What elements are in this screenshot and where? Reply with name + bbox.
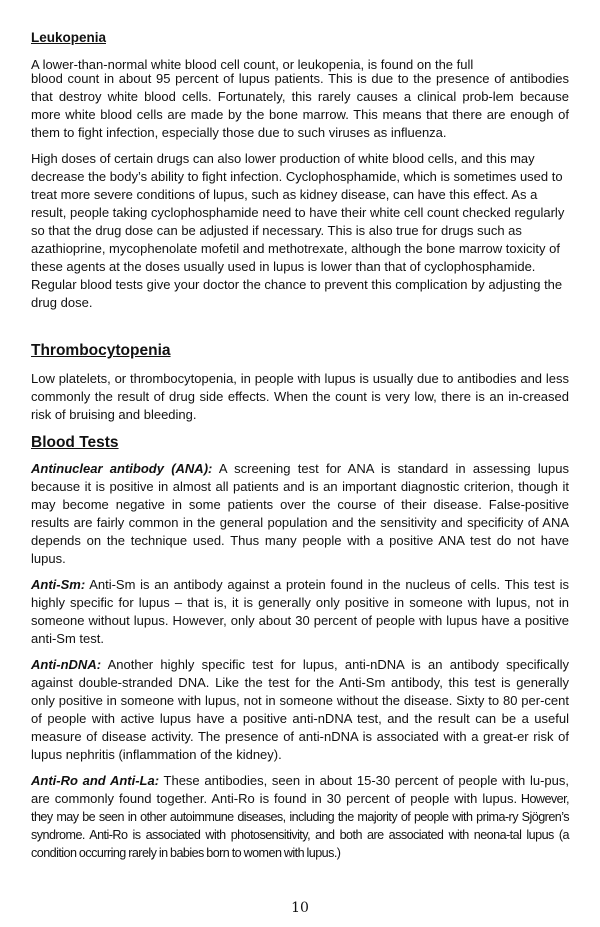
leukopenia-paragraph-2: High doses of certain drugs can also lower production of white blood cells, and this may decrease the body’s ability to fight infection. Cyclophosphamide, which is sometimes used to treat more severe conditions of lupus, such as kidney disease, can have this effect. As a result, people taking cyclophosphamide need to have their white cell count checked regularly so that the drug dose can be adjusted if necessary. This is also true for drugs such as azathioprine, mycophenolate mofetil and methotrexate, although the bone marrow toxicity of these agents at the doses usually used in lupus is lower than that of cyclophosphamide. Regular blood tests give your doctor the chance to prevent this complication by adjusting the drug dose. bbox=[31, 151, 565, 310]
thrombocytopenia-heading: Thrombocytopenia bbox=[31, 342, 171, 359]
ana-term: Antinuclear antibody (ANA): bbox=[31, 461, 213, 476]
anti-ro-la-text: These antibodies, seen in about 15-30 percent of people with lu-pus, are commonly found together. Anti-Ro is found in 30 percent of people with lupus. bbox=[31, 773, 569, 806]
anti-sm-paragraph bbox=[31, 576, 569, 648]
document-page bbox=[31, 30, 569, 862]
anti-ro-la-paragraph bbox=[31, 772, 569, 862]
anti-sm-text: Anti-Sm is an antibody against a protein found in the nucleus of cells. This test is highly specific for lupus – that is, it is generally only positive in someone with lupus, not in someone without lupus. However, only about 30 percent of people with lupus have a positive anti-Sm test. bbox=[31, 577, 569, 646]
blood-tests-heading: Blood Tests bbox=[31, 434, 119, 451]
ana-paragraph bbox=[31, 460, 569, 568]
anti-ndna-text: Another highly specific test for lupus, anti-nDNA is an antibody specifically against double-stranded DNA. Like the test for the Anti-Sm antibody, this test is generally only positive in someone with lupus, not in someone without the disease. Sixty to 80 per-cent of people with active lupus have a positive anti-nDNA test, and the result can be a useful measure of disease activity. The presence of anti-nDNA is associated with a great-er risk of lupus nephritis (inflammation of the kidney). bbox=[31, 657, 569, 762]
thrombocytopenia-paragraph: Low platelets, or thrombocytopenia, in people with lupus is usually due to antibodies and less commonly the result of drug side effects. When the count is very low, there is an in-creased risk of bruising and bleeding. bbox=[31, 371, 569, 422]
anti-ndna-paragraph bbox=[31, 656, 569, 764]
leukopenia-paragraph-1-rest: blood count in about 95 percent of lupus patients. This is due to the presence of antibodies that destroy white blood cells. Fortunately, this rarely causes a clinical prob-lem because more white blood cells are made by the bone marrow. This means that there are enough of them to fight infection, especially those due to such viruses as influenza. bbox=[31, 71, 569, 140]
anti-ro-la-text-condensed: However, they may be seen in other autoimmune diseases, including the majority of people with prima-ry Sjögren’s syndrome. Anti-Ro is associated with photosensitivity, and both are associated with neona-tal lupus (a condition occurring rarely in babies born to women with lupus.) bbox=[31, 792, 569, 860]
page-number: 10 bbox=[291, 900, 309, 916]
anti-sm-term: Anti-Sm: bbox=[31, 577, 86, 592]
anti-ndna-term: Anti-nDNA: bbox=[31, 657, 102, 672]
ana-text: A screening test for ANA is standard in assessing lupus because it is positive in almost all patients and is an important diagnostic criterion, though it may become negative in some patients over the course of their disease. False-positive results are fairly common in the general population and the sensitivity and specificity of ANA depends on the technique used. Thus many people with a positive ANA test do not have lupus. bbox=[31, 461, 569, 566]
leukopenia-p1-line1: A lower-than-normal white blood cell count, or leukopenia, is found on the full bbox=[31, 57, 474, 72]
leukopenia-heading: Leukopenia bbox=[31, 30, 107, 45]
anti-ro-la-term: Anti-Ro and Anti-La: bbox=[31, 773, 160, 788]
